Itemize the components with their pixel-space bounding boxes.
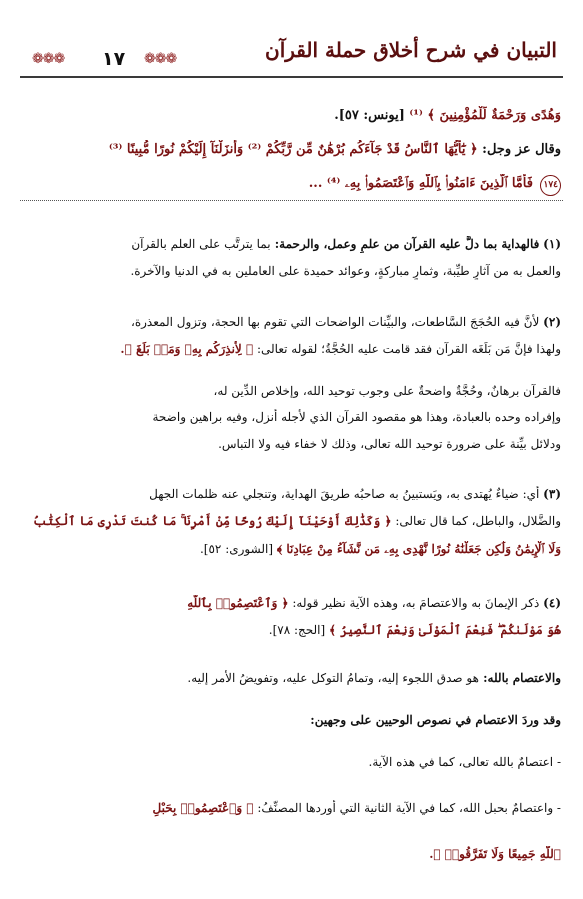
main-text-line: ١٧٤ فَأَمَّا ٱلَّذِينَ ءَامَنُوا۟ بِٱللَّهِ وَٱعْتَصَمُوا۟ بِهِۦ ⁽⁴⁾ ... — [20, 174, 561, 196]
header-divider — [20, 76, 563, 78]
footnote-heading: وقد وردَ الاعتصام في نصوص الوحيين على وجهين: — [310, 713, 561, 727]
footnote-line: والاعتصام بالله: هو صدق اللجوء إليه، وتمامُ التوكل عليه، وتفويضُ الأمر إليه. — [187, 671, 561, 685]
main-text-line: وَهُدًى وَرَحْمَةٌ لِّلْمُؤْمِنِينَ ﴾ ⁽¹⁾ [يونس: ٥٧]. — [334, 108, 561, 123]
footnote-line: والضَّلال، والباطل، كما قال تعالى: ﴿ وَكَذَٰلِكَ أَوْحَيْنَآ إِلَيْكَ رُوحًا مِّنْ أَمْرِنَا ۚ مَا كُنتَ تَدْرِى مَا ٱلْكِتَٰبُ — [33, 514, 561, 528]
footnote-line: ولهذا فإنَّ مَن بَلَغَه القرآن فقد قامت عليه الحُجَّةُ؛ لقوله تعالى: ﴿ لِأُنذِرَكُم بِهِۦ وَمَنۢ بَلَغَ ﴾. — [120, 342, 561, 356]
footnote-line: (١) فالهداية بما دلَّ عليه القرآن من علمٍ وعمل، والرحمة: بما يترتَّب على العلم بالقرآن — [131, 237, 561, 251]
footnote-line: - واعتصامٌ بحبل الله، كما في الآية الثانية التي أوردها المصنِّفُ: ﴿ وَٱعْتَصِمُوا۟ بِحَبْلِ — [152, 801, 561, 815]
ornament-icon: ❁❁❁ — [32, 51, 65, 67]
footnote-line: والعمل به من آثارٍ طيِّبة، وثمارٍ مباركةٍ، وعوائد حميدة على العاملين به في الدنيا والآخرة. — [130, 264, 561, 278]
footnote-line: (٣) أي: ضياءٌ يُهتدى به، ويَستبينُ به صاحبُه طريقَ الهداية، وتنجلي عنه ظلمات الجهل — [149, 487, 561, 501]
main-text-line: وقال عز وجل: ﴿ يَٰٓأَيُّهَا ٱلنَّاسُ قَدْ جَآءَكُم بُرْهَٰنٌ مِّن رَّبِّكُمْ ⁽²⁾ وَأَنزَلْنَآ إِلَيْكُمْ نُورًا مُّبِينًا ⁽³⁾ — [108, 142, 561, 157]
footnote-line: وإفراده وحده بالعبادة، وهذا هو مقصود القرآن الذي لأجله أُنزل، وفيه براهين واضحة — [152, 410, 561, 424]
page-number: ١٧ — [102, 48, 126, 70]
footnote-line: وَلَا ٱلْإِيمَٰنُ وَلَٰكِن جَعَلْنَٰهُ نُورًا نَّهْدِى بِهِۦ مَن نَّشَآءُ مِنْ عِبَادِنَا ﴾ [الشورى: ٥٢]. — [199, 542, 561, 556]
page-header — [20, 34, 563, 78]
ornament-icon: ❁❁❁ — [144, 51, 177, 67]
footnote-separator — [20, 200, 563, 201]
footnote-line: (٤) ذكر الإيمانَ به والاعتصامَ به، وهذه الآية نظير قوله: ﴿ وَٱعْتَصِمُوا۟ بِٱللَّهِ — [187, 596, 561, 610]
footnote-line: هُوَ مَوْلَىٰكُمْ ۖ فَنِعْمَ ٱلْمَوْلَىٰ وَنِعْمَ ٱلنَّصِيرُ ﴾ [الحج: ٧٨]. — [268, 623, 561, 637]
footnote-line: ودلائل بيِّنة على ضرورة توحيد الله تعالى، وذلك لا خفاء فيه ولا التباس. — [218, 437, 561, 451]
verse-number-icon: ١٧٤ — [540, 175, 561, 196]
footnote-line: - اعتصامٌ بالله تعالى، كما في هذه الآية. — [368, 755, 561, 769]
footnote-line: ٱللَّهِ جَمِيعًا وَلَا تَفَرَّقُوا۟ ﴾. — [429, 847, 561, 861]
footnote-line: (٢) لأنَّ فيه الحُجَجَ السَّاطعات، والبيِّنات الواضحات التي تقوم بها الحجة، وتزول المعذرة، — [130, 315, 561, 329]
running-title: التبيان في شرح أخلاق حملة القرآن — [265, 38, 557, 62]
footnote-line: فالقرآن برهانٌ، وحُجَّةٌ واضحةٌ على وجوب توحيد الله، وإخلاص الدِّين له، — [213, 384, 561, 398]
